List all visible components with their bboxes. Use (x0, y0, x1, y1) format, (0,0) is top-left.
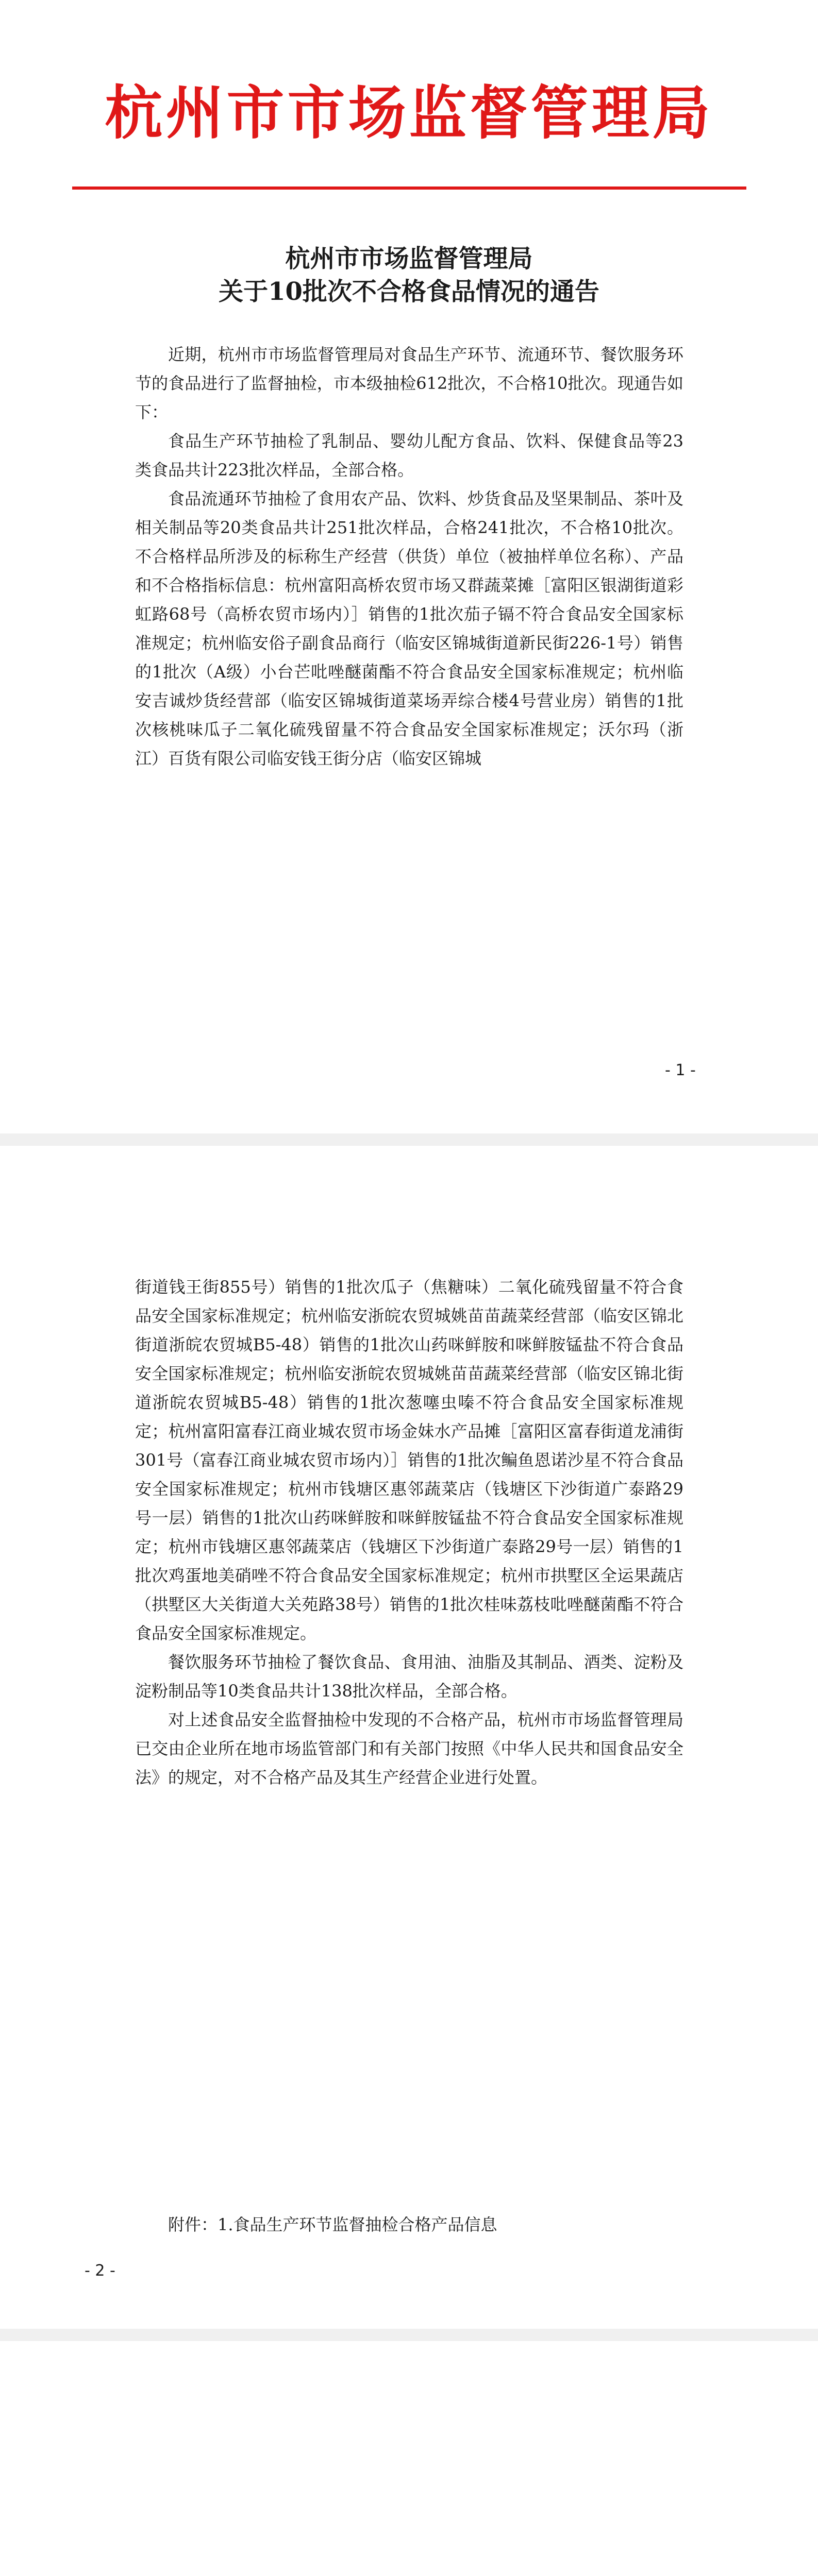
page2-body (135, 1273, 683, 1792)
paragraph: 食品生产环节抽检了乳制品、婴幼儿配方食品、饮料、保健食品等23类食品共计223批次样品，全部合格。 (135, 431, 683, 480)
page-number: - 1 - (665, 1061, 696, 1079)
masthead-red-rule (72, 187, 746, 190)
page-separator (0, 1133, 818, 1146)
notice-title-line1: 杭州市市场监督管理局 (285, 244, 533, 273)
page1-body (135, 340, 683, 773)
paragraph: 近期，杭州市市场监督管理局对食品生产环节、流通环节、餐饮服务环节的食品进行了监督抽检，市本级抽检612批次，不合格10批次。现通告如下： (135, 345, 683, 422)
paragraph: 餐饮服务环节抽检了餐饮食品、食用油、油脂及其制品、酒类、淀粉及淀粉制品等10类食品共计138批次样品，全部合格。 (135, 1652, 683, 1701)
attachment-item: 附件：1.食品生产环节监督抽检合格产品信息 (168, 2215, 497, 2234)
paragraph: 食品流通环节抽检了食用农产品、饮料、炒货食品及坚果制品、茶叶及相关制品等20类食品共计251批次样品，合格241批次，不合格10批次。不合格样品所涉及的标称生产经营（供货）单位（被抽样单位名称）、产品和不合格指标信息：杭州富阳高桥农贸市场又群蔬菜摊［富阳区银湖街道彩虹路68号（高桥农贸市场内）］销售的1批次茄子镉不符合食品安全国家标准规定；杭州临安俗子副食品商行（临安区锦城街道新民街226-1号）销售的1批次（A级）小台芒吡唑醚菌酯不符合食品安全国家标准规定；杭州临安吉诚炒货经营部（临安区锦城街道菜场弄综合楼4号营业房）销售的1批次核桃味瓜子二氧化硫残留量不符合食品安全国家标准规定；沃尔玛（浙江）百货有限公司临安钱王街分店（临安区锦城 (135, 489, 683, 768)
notice-title-line2: 关于10批次不合格食品情况的通告 (219, 277, 599, 306)
paragraph: 街道钱王街855号）销售的1批次瓜子（焦糖味）二氧化硫残留量不符合食品安全国家标准规定；杭州临安浙皖农贸城姚苗苗蔬菜经营部（临安区锦北街道浙皖农贸城B5-48）销售的1批次山药咪鲜胺和咪鲜胺锰盐不符合食品安全国家标准规定；杭州临安浙皖农贸城姚苗苗蔬菜经营部（临安区锦北街道浙皖农贸城B5-48）销售的1批次葱噻虫嗪不符合食品安全国家标准规定；杭州富阳富春江商业城农贸市场金妹水产品摊［富阳区富春街道龙浦街301号（富春江商业城农贸市场内）］销售的1批次鳊鱼恩诺沙星不符合食品安全国家标准规定；杭州市钱塘区惠邻蔬菜店（钱塘区下沙街道广泰路29号一层）销售的1批次山药咪鲜胺和咪鲜胺锰盐不符合食品安全国家标准规定；杭州市钱塘区惠邻蔬菜店（钱塘区下沙街道广泰路29号一层）销售的1批次鸡蛋地美硝唑不符合食品安全国家标准规定；杭州市拱墅区全运果蔬店（拱墅区大关街道大关苑路38号）销售的1批次桂味荔枝吡唑醚菌酯不符合食品安全国家标准规定。 (135, 1277, 683, 1643)
paragraph: 对上述食品安全监督抽检中发现的不合格产品，杭州市市场监督管理局已交由企业所在地市场监管部门和有关部门按照《中华人民共和国食品安全法》的规定，对不合格产品及其生产经营企业进行处置。 (135, 1710, 683, 1787)
page-separator (0, 2329, 818, 2341)
masthead-title: 杭州市市场监督管理局 (105, 80, 713, 147)
page-number: - 2 - (85, 2262, 115, 2280)
